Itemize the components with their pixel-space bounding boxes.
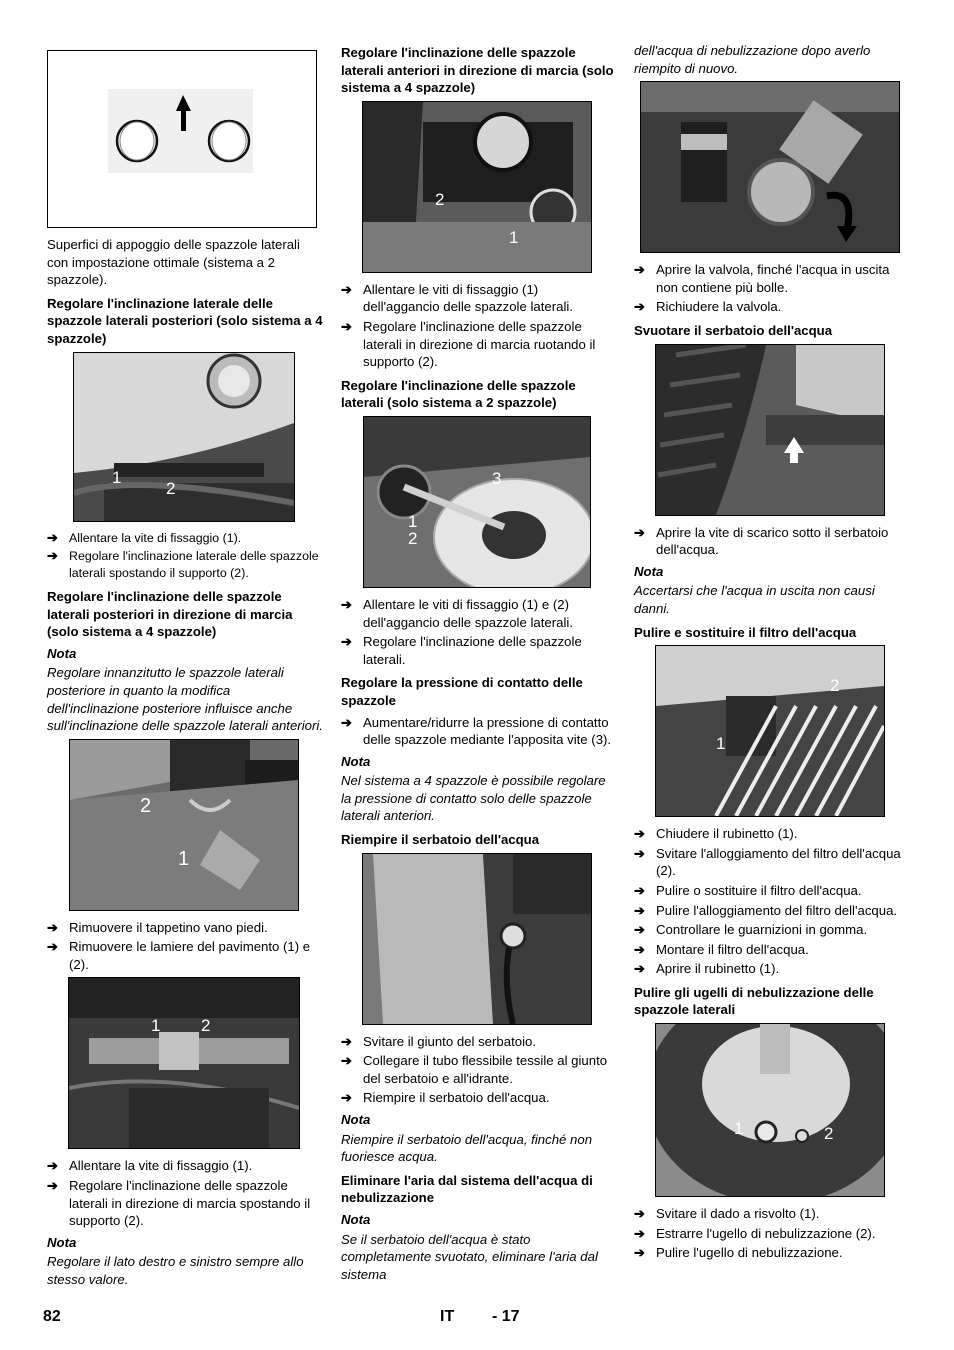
- steps-water-filter: [634, 825, 910, 978]
- fig5-label-2: 2: [435, 189, 445, 209]
- arrow-right-icon: ➔: [634, 299, 645, 315]
- note-label: Nota: [341, 1212, 371, 1227]
- figure-water-filter: [655, 645, 885, 817]
- step: ➔ Aprire la valvola, finché l'acqua in uscita non contiene più bolle.: [634, 262, 890, 295]
- step: ➔ Montare il filtro dell'acqua.: [634, 941, 809, 957]
- page-number: 82: [43, 1308, 61, 1325]
- fig3-label-2: 2: [140, 794, 152, 817]
- fig10-label-1: 1: [734, 1119, 744, 1139]
- note-text-continued: dell'acqua di nebulizzazione dopo averlo riempito di nuovo.: [634, 43, 871, 76]
- arrow-right-icon: ➔: [341, 1053, 352, 1069]
- fig10-label-2: 2: [824, 1124, 834, 1144]
- step: ➔ Regolare l'inclinazione delle spazzole laterali.: [341, 634, 582, 667]
- step: ➔ Allentare la vite di fissaggio (1).: [47, 529, 242, 545]
- step: ➔ Regolare l'inclinazione delle spazzole laterali in direzione di marcia ruotando il supporto (2).: [341, 318, 596, 370]
- note-text: Se il serbatoio dell'acqua è stato completamente svuotato, eliminare l'aria dal sistema: [341, 1231, 598, 1282]
- arrow-right-icon: ➔: [634, 524, 645, 540]
- language-code: IT: [440, 1308, 455, 1325]
- fig9-label-1: 1: [716, 734, 726, 754]
- arrow-right-icon: ➔: [341, 596, 352, 612]
- arrow-right-icon: ➔: [634, 922, 645, 938]
- section-heading-contact-pressure: Regolare la pressione di contatto delle spazzole: [341, 675, 583, 708]
- step: ➔ Estrarre l'ugello di nebulizzazione (2).: [634, 1225, 876, 1241]
- note-text: Accertarsi che l'acqua in uscita non causi danni.: [634, 583, 875, 616]
- step: ➔ Pulire o sostituire il filtro dell'acqua.: [634, 882, 862, 898]
- arrow-right-icon: ➔: [47, 1178, 58, 1194]
- note-label: Nota: [341, 1112, 371, 1128]
- figure-floor-plates: [69, 739, 299, 911]
- column-right: [634, 40, 910, 1266]
- section-heading-rear-travel-tilt: Regolare l'inclinazione delle spazzole laterali posteriori in direzione di marcia (solo sistema a 4 spazzole): [47, 588, 293, 640]
- sub-page-number: - 17: [492, 1308, 520, 1325]
- step: ➔ Regolare l'inclinazione laterale delle spazzole laterali spostando il supporto (2).: [47, 548, 319, 581]
- step: ➔ Svitare il giunto del serbatoio.: [341, 1033, 537, 1049]
- figure-front-brush-support: [362, 101, 592, 273]
- steps-contact-pressure: [341, 714, 617, 749]
- arrow-right-icon: ➔: [634, 845, 645, 861]
- note-label: Nota: [341, 753, 371, 769]
- step: ➔ Rimuovere il tappetino vano piedi.: [47, 919, 268, 935]
- figure-bleed-valve: [640, 81, 900, 253]
- arrow-right-icon: ➔: [634, 941, 645, 957]
- section-heading-drain-tank: Svuotare il serbatoio dell'acqua: [634, 322, 833, 338]
- note-label: Nota: [634, 563, 664, 579]
- steps-two-brush-tilt: [341, 596, 617, 668]
- arrow-right-icon: ➔: [634, 1206, 645, 1222]
- step: ➔ Regolare l'inclinazione delle spazzole laterali in direzione di marcia spostando il supporto (2).: [47, 1178, 311, 1229]
- step: ➔ Chiudere il rubinetto (1).: [634, 826, 798, 842]
- note-text: Regolare il lato destro e sinistro sempre allo stesso valore.: [47, 1254, 304, 1288]
- fig5-label-1: 1: [509, 227, 519, 247]
- arrow-right-icon: ➔: [47, 939, 58, 955]
- note-text: Riempire il serbatoio dell'acqua, finché non fuoriesce acqua.: [341, 1131, 593, 1165]
- fig9-label-2: 2: [830, 676, 840, 696]
- step: ➔ Svitare il dado a risvolto (1).: [634, 1206, 820, 1222]
- section-heading-two-brush-tilt: Regolare l'inclinazione delle spazzole laterali (solo sistema a 2 spazzole): [341, 377, 576, 411]
- arrow-right-icon: ➔: [634, 882, 645, 898]
- section-heading-front-travel-tilt: Regolare l'inclinazione delle spazzole laterali anteriori in direzione di marcia (solo sistema a 4 spazzole): [341, 45, 614, 96]
- figure-two-brush-coupling: [363, 416, 591, 588]
- step: ➔ Pulire l'ugello di nebulizzazione.: [634, 1245, 843, 1261]
- fig2-label-1: 1: [112, 467, 122, 487]
- steps-drain-tank: [634, 524, 910, 559]
- note-label: Nota: [47, 1234, 77, 1250]
- steps-bleed-air: [634, 261, 910, 316]
- arrow-right-icon: ➔: [341, 1033, 352, 1049]
- step: ➔ Collegare il tubo flessibile tessile al giunto del serbatoio e all'idrante.: [341, 1053, 608, 1086]
- arrow-right-icon: ➔: [634, 1225, 645, 1241]
- step: ➔ Pulire l'alloggiamento del filtro dell'acqua.: [634, 902, 898, 918]
- fig1-caption: Superfici di appoggio delle spazzole laterali con impostazione ottimale (sistema a 2 spazzole).: [47, 237, 300, 288]
- column-middle: [341, 40, 617, 1287]
- arrow-right-icon: ➔: [341, 634, 352, 650]
- steps-floor-plates: [47, 919, 323, 974]
- fig6-label-3: 3: [492, 468, 502, 488]
- step: ➔ Controllare le guarnizioni in gomma.: [634, 922, 868, 938]
- column-left: [47, 40, 323, 1293]
- figure-rear-brush-fixing: [73, 352, 295, 522]
- figure-under-floor-support: [68, 977, 300, 1149]
- step: ➔ Riempire il serbatoio dell'acqua.: [341, 1090, 550, 1106]
- section-heading-water-filter: Pulire e sostituire il filtro dell'acqua: [634, 624, 857, 640]
- fig3-label-1: 1: [178, 847, 190, 870]
- brush-contact-diagram: [48, 51, 316, 227]
- steps-fill-tank: [341, 1033, 617, 1107]
- figure-drain-screw: [655, 344, 885, 516]
- section-heading-spray-nozzles: Pulire gli ugelli di nebulizzazione delle spazzole laterali: [634, 984, 874, 1018]
- note-text: Nel sistema a 4 spazzole è possibile regolare la pressione di contatto solo delle spazzole laterali anteriori.: [341, 773, 606, 824]
- fig4-label-2: 2: [201, 1016, 211, 1036]
- steps-rear-lateral-tilt: [47, 530, 323, 582]
- arrow-right-icon: ➔: [634, 262, 645, 278]
- step: ➔ Allentare le viti di fissaggio (1) e (2) dell'aggancio delle spazzole laterali.: [341, 596, 573, 630]
- arrow-right-icon: ➔: [341, 714, 352, 730]
- fig6-label-2: 2: [408, 528, 418, 548]
- step: ➔ Aumentare/ridurre la pressione di contatto delle spazzole mediante l'apposita vite (3).: [341, 714, 612, 748]
- arrow-right-icon: ➔: [47, 529, 58, 545]
- arrow-right-icon: ➔: [634, 902, 645, 918]
- steps-front-travel-tilt: [341, 281, 617, 371]
- arrow-right-icon: ➔: [341, 281, 352, 297]
- arrow-right-icon: ➔: [634, 1245, 645, 1261]
- step: ➔ Allentare le viti di fissaggio (1) dell'aggancio delle spazzole laterali.: [341, 281, 573, 315]
- section-heading-rear-lateral-tilt: Regolare l'inclinazione laterale delle spazzole laterali posteriori (solo sistema a 4 spazzole): [47, 295, 323, 346]
- note-label: Nota: [47, 645, 77, 661]
- step: ➔ Rimuovere le lamiere del pavimento (1) e (2).: [47, 939, 311, 972]
- steps-rear-travel-tilt: [47, 1157, 323, 1229]
- arrow-right-icon: ➔: [634, 961, 645, 977]
- arrow-right-icon: ➔: [47, 548, 58, 564]
- figure-brush-contact-surfaces: [47, 50, 317, 228]
- arrow-right-icon: ➔: [47, 1158, 58, 1174]
- step: ➔ Aprire la vite di scarico sotto il serbatoio dell'acqua.: [634, 524, 889, 558]
- fig6-label-1: 1: [408, 511, 418, 531]
- fig2-label-2: 2: [166, 478, 176, 498]
- step: ➔ Aprire il rubinetto (1).: [634, 961, 780, 977]
- arrow-right-icon: ➔: [634, 826, 645, 842]
- section-heading-bleed-air: Eliminare l'aria dal sistema dell'acqua di nebulizzazione: [341, 1172, 593, 1206]
- arrow-right-icon: ➔: [47, 919, 58, 935]
- fig4-label-1: 1: [151, 1016, 161, 1036]
- figure-spray-nozzle: [655, 1023, 885, 1197]
- figure-tank-coupling: [362, 853, 592, 1025]
- step: ➔ Allentare la vite di fissaggio (1).: [47, 1158, 253, 1174]
- section-heading-fill-tank: Riempire il serbatoio dell'acqua: [341, 832, 540, 848]
- step: ➔ Svitare l'alloggiamento del filtro dell'acqua (2).: [634, 845, 901, 879]
- arrow-right-icon: ➔: [341, 318, 352, 334]
- arrow-right-icon: ➔: [341, 1090, 352, 1106]
- steps-spray-nozzles: [634, 1205, 910, 1262]
- note-text: Regolare innanzitutto le spazzole laterali posteriore in quanto la modifica dell'inclinazione posteriore influisce anche sull'inclinazione delle spazzole laterali anteriori.: [47, 665, 323, 734]
- step: ➔ Richiudere la valvola.: [634, 299, 782, 315]
